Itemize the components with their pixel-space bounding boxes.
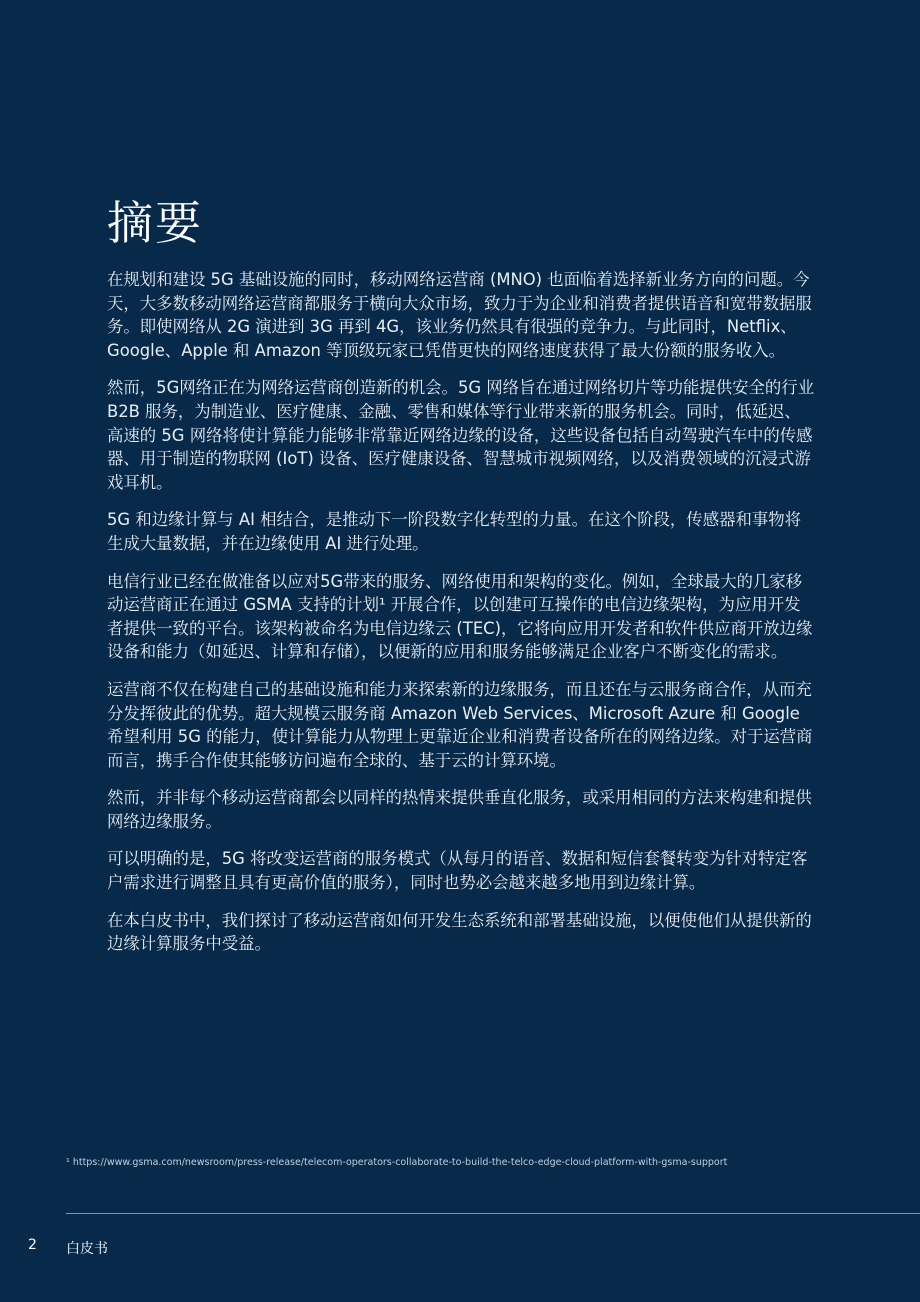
summary-paragraph-3: 5G 和边缘计算与 AI 相结合，是推动下一阶段数字化转型的力量。在这个阶段，传感器和事物将生成大量数据，并在边缘使用 AI 进行处理。 <box>107 510 802 553</box>
footer-divider <box>66 1213 920 1214</box>
summary-paragraph-5: 运营商不仅在构建自己的基础设施和能力来探索新的边缘服务，而且还在与云服务商合作，从而充分发挥彼此的优势。超大规模云服务商 Amazon Web Services、Microsoft Azure 和 Google 希望利用 5G 的能力，使计算能力从物理上更靠近企业和消费者设备所在的网络边缘。对于运营商而言，携手合作使其能够访问遍布全球的、基于云的计算环境。 <box>107 679 813 770</box>
footnote: ¹ https://www.gsma.com/newsroom/press-release/telecom-operators-collaborate-to-build-the-telco-edge-cloud-platform-with-gsma-support <box>66 1157 728 1168</box>
page-number: 2 <box>28 1237 37 1253</box>
summary-paragraph-1: 在规划和建设 5G 基础设施的同时，移动网络运营商 (MNO) 也面临着选择新业务方向的问题。今天，大多数移动网络运营商都服务于横向大众市场，致力于为企业和消费者提供语音和宽带数据服务。即使网络从 2G 演进到 3G 再到 4G，该业务仍然具有很强的竞争力。与此同时，Netflix、Google、Apple 和 Amazon 等顶级玩家已凭借更快的网络速度获得了最大份额的服务收入。 <box>107 270 812 360</box>
summary-paragraph-4: 电信行业已经在做准备以应对5G带来的服务、网络使用和架构的变化。例如，全球最大的几家移动运营商正在通过 GSMA 支持的计划¹ 开展合作，以创建可互操作的电信边缘架构，为应用开发者提供一致的平台。该架构被命名为电信边缘云 (TEC)，它将向应用开发者和软件供应商开放边缘设备和能力（如延迟、计算和存储），以便新的应用和服务能够满足企业客户不断变化的需求。 <box>107 571 813 662</box>
page-title: 摘要 <box>107 196 203 250</box>
summary-body <box>107 268 815 970</box>
summary-paragraph-7: 可以明确的是，5G 将改变运营商的服务模式（从每月的语音、数据和短信套餐转变为针对特定客户需求进行调整且具有更高价值的服务），同时也势必会越来越多地用到边缘计算。 <box>107 849 808 893</box>
summary-paragraph-8: 在本白皮书中，我们探讨了移动运营商如何开发生态系统和部署基础设施，以便使他们从提供新的边缘计算服务中受益。 <box>107 910 812 954</box>
summary-paragraph-6: 然而，并非每个移动运营商都会以同样的热情来提供垂直化服务，或采用相同的方法来构建和提供网络边缘服务。 <box>107 788 812 831</box>
document-type-label: 白皮书 <box>66 1241 108 1257</box>
summary-paragraph-2: 然而，5G网络正在为网络运营商创造新的机会。5G 网络旨在通过网络切片等功能提供安全的行业 B2B 服务，为制造业、医疗健康、金融、零售和媒体等行业带来新的服务机会。同时，低延迟、高速的 5G 网络将使计算能力能够非常靠近网络边缘的设备，这些设备包括自动驾驶汽车中的传感器、用于制造的物联网 (IoT) 设备、医疗健康设备、智慧城市视频网络，以及消费领域的沉浸式游戏耳机。 <box>107 378 815 492</box>
